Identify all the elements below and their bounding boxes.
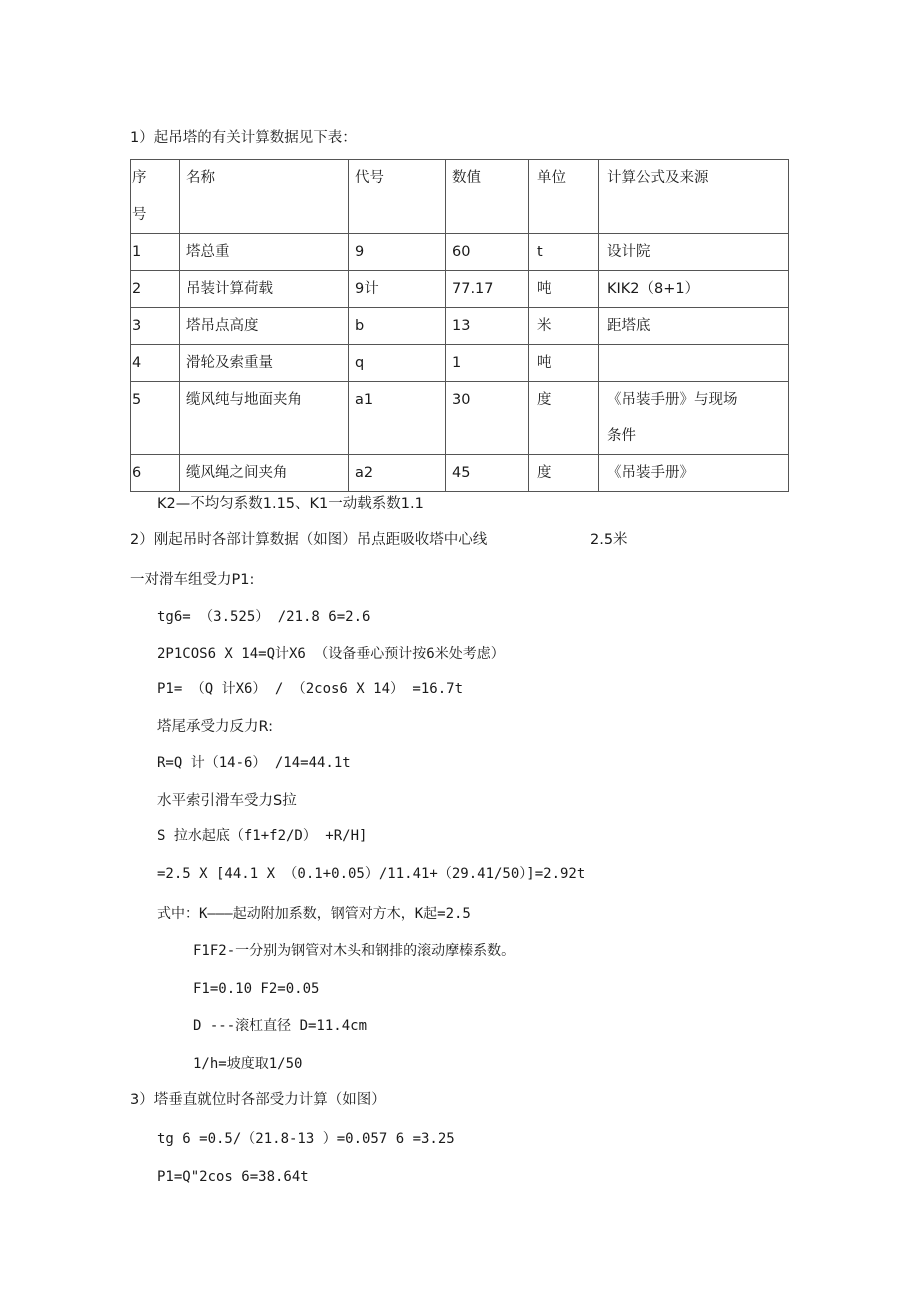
table-row: 3 塔吊点高度 b 13 米 距塔底 [131, 308, 789, 345]
where-d: D ---滚杠直径 D=11.4cm [193, 1018, 368, 1034]
formula-r: R=Q 计（14-6） /14=44.1t [157, 755, 351, 771]
formula-moment: 2P1COS6 X 14=Q计X6 （设备垂心预计按6米处考虑） [157, 646, 505, 662]
table-row: 2 吊装计算荷载 9计 77.17 吨 KIK2（8+1） [131, 271, 789, 308]
formula-p1: P1= （Q 计X6） / （2cos6 X 14） =16.7t [157, 681, 464, 697]
horizontal-pull-title: 水平索引滑车受力S拉 [157, 793, 297, 809]
formula-s-result: =2.5 X [44.1 X （0.1+0.05）/11.41+（29.41/50）]=2.92t [157, 866, 586, 882]
header-source: 计算公式及来源 [599, 160, 789, 234]
header-seq: 序 号 [131, 160, 180, 234]
table-header-row [131, 160, 789, 234]
section-1-heading: 1）起吊塔的有关计算数据见下表： [130, 130, 357, 146]
header-value: 数值 [446, 160, 529, 234]
formula-s: S 拉水起底（f1+f2/D） +R/H] [157, 828, 368, 844]
table-row: 4 滑轮及索重量 q 1 吨 [131, 345, 789, 382]
formula-p1-final: P1=Q"2cos 6=38.64t [157, 1169, 309, 1185]
section-3-heading: 3）塔垂直就位时各部受力计算（如图） [130, 1092, 386, 1108]
coefficient-note: K2—不均匀系数1.15、K1一动载系数1.1 [157, 496, 424, 512]
header-unit: 单位 [529, 160, 599, 234]
table-row: 5 缆风纯与地面夹角 a1 30 度 《吊装手册》与现场 条件 [131, 382, 789, 455]
where-k: 式中：K———起动附加系数，钢管对方木，K起=2.5 [157, 906, 471, 922]
table-row: 1 塔总重 9 60 t 设计院 [131, 234, 789, 271]
lifting-data-table [130, 159, 789, 492]
table-row: 6 缆风绳之间夹角 a2 45 度 《吊装手册》 [131, 455, 789, 492]
pulley-force-title: 一对滑车组受力P1: [130, 572, 255, 588]
formula-tg-final: tg 6 =0.5/（21.8-13 ）=0.057 6 =3.25 [157, 1131, 455, 1147]
tail-reaction-title: 塔尾承受力反力R: [157, 719, 274, 735]
section-2-value: 2.5米 [590, 532, 628, 548]
where-f1f2: F1F2-一分别为钢管对木头和钢排的滚动摩榛系数。 [193, 943, 516, 959]
section-2-heading: 2）刚起吊时各部计算数据（如图）吊点距吸收塔中心线 [130, 532, 488, 548]
header-name: 名称 [180, 160, 349, 234]
formula-tg: tg6= （3.525） /21.8 6=2.6 [157, 609, 371, 625]
header-code: 代号 [349, 160, 446, 234]
where-slope: 1/h=坡度取1/50 [193, 1056, 303, 1072]
where-f-values: F1=0.10 F2=0.05 [193, 981, 320, 997]
